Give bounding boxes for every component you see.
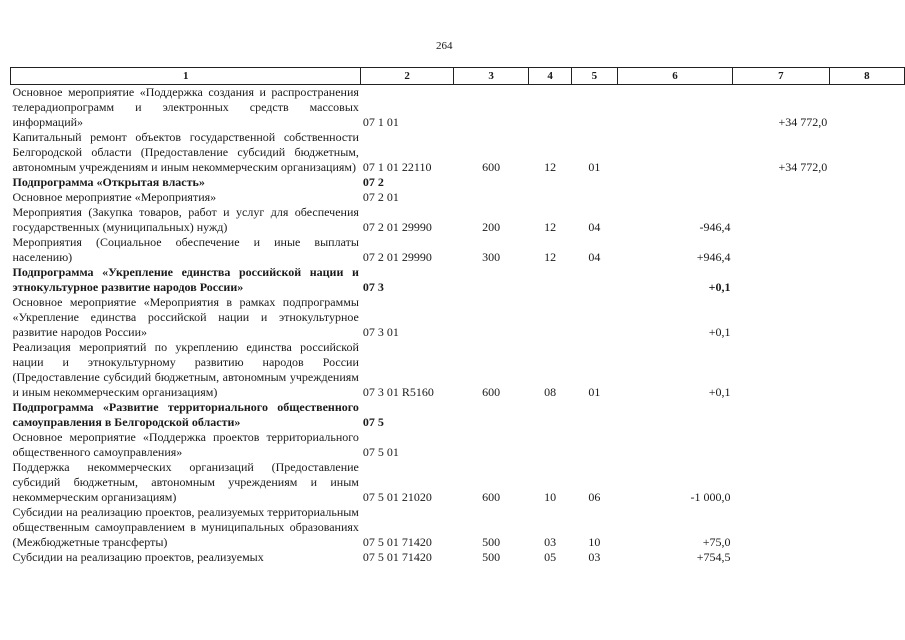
table-row xyxy=(11,205,905,235)
empty-cell xyxy=(829,265,904,295)
amount-cell: +0,1 xyxy=(708,280,731,294)
subsection-cell xyxy=(571,400,617,430)
amount-2-cell xyxy=(732,340,829,400)
code-cell: 07 5 01 71420 xyxy=(362,550,432,564)
table-row xyxy=(11,400,905,430)
column-header: 2 xyxy=(361,68,454,85)
budget-table xyxy=(10,67,905,565)
section-cell: 08 xyxy=(544,385,557,399)
expense-type-cell: 500 xyxy=(482,550,501,564)
description-cell: Субсидии на реализацию проектов, реализуемых xyxy=(12,550,264,564)
code-cell: 07 5 01 21020 xyxy=(362,490,432,504)
amount-cell: -946,4 xyxy=(699,220,731,234)
subsection-cell: 04 xyxy=(588,220,601,234)
table-row xyxy=(11,190,905,205)
section-cell: 12 xyxy=(544,250,557,264)
amount-2-cell xyxy=(732,400,829,430)
code-cell: 07 2 01 xyxy=(362,190,399,204)
description-cell: Реализация мероприятий по укреплению единства российской нации и этнокультурному развитию народов России (Предоставление субсидий бюджетным, автономным учреждениям и иным некоммерческим организациям) xyxy=(12,340,359,399)
section-cell: 10 xyxy=(544,490,557,504)
subsection-cell xyxy=(571,85,617,131)
section-cell xyxy=(529,400,571,430)
column-header: 4 xyxy=(529,68,571,85)
empty-cell xyxy=(829,340,904,400)
amount-2-cell xyxy=(732,190,829,205)
amount-cell xyxy=(617,175,732,190)
table-row xyxy=(11,85,905,131)
expense-type-cell xyxy=(453,430,529,460)
expense-type-cell xyxy=(453,190,529,205)
subsection-cell: 01 xyxy=(588,385,601,399)
expense-type-cell: 200 xyxy=(482,220,501,234)
subsection-cell: 03 xyxy=(588,550,601,564)
empty-cell xyxy=(829,430,904,460)
code-cell: 07 3 01 xyxy=(362,325,399,339)
subsection-cell: 04 xyxy=(588,250,601,264)
description-cell: Основное мероприятие «Мероприятия» xyxy=(12,190,217,204)
empty-cell xyxy=(829,205,904,235)
column-header: 7 xyxy=(732,68,829,85)
code-cell: 07 3 01 R5160 xyxy=(362,385,434,399)
description-cell: Подпрограмма «Укрепление единства российской нации и этнокультурное развитие народов России» xyxy=(12,265,359,294)
expense-type-cell xyxy=(453,85,529,131)
description-cell: Мероприятия (Социальное обеспечение и иные выплаты населению) xyxy=(12,235,359,264)
empty-cell xyxy=(829,400,904,430)
table-header-row xyxy=(11,68,905,85)
amount-2-cell xyxy=(732,175,829,190)
empty-cell xyxy=(829,85,904,131)
section-cell xyxy=(529,175,571,190)
table-row xyxy=(11,235,905,265)
amount-2-cell xyxy=(732,235,829,265)
section-cell xyxy=(529,265,571,295)
expense-type-cell: 600 xyxy=(482,385,501,399)
table-row xyxy=(11,460,905,505)
table-row xyxy=(11,505,905,550)
empty-cell xyxy=(829,460,904,505)
expense-type-cell: 300 xyxy=(482,250,501,264)
description-cell: Субсидии на реализацию проектов, реализуемых территориальным общественным самоуправлением в муниципальных образованиях (Межбюджетные трансферты) xyxy=(12,505,359,549)
amount-cell xyxy=(617,85,732,131)
section-cell xyxy=(529,295,571,340)
expense-type-cell xyxy=(453,265,529,295)
amount-cell: +75,0 xyxy=(702,535,731,549)
amount-cell: +946,4 xyxy=(696,250,731,264)
amount-2-cell xyxy=(732,265,829,295)
amount-2-cell xyxy=(732,205,829,235)
amount-cell xyxy=(617,190,732,205)
description-cell: Поддержка некоммерческих организаций (Предоставление субсидий бюджетным, автономным учреждениям и иным некоммерческим организациям) xyxy=(12,460,359,504)
section-cell: 03 xyxy=(544,535,557,549)
subsection-cell xyxy=(571,265,617,295)
subsection-cell: 01 xyxy=(588,160,601,174)
description-cell: Подпрограмма «Открытая власть» xyxy=(12,175,205,189)
amount-cell: +754,5 xyxy=(696,550,731,564)
amount-2-cell xyxy=(732,460,829,505)
column-header: 1 xyxy=(11,68,361,85)
code-cell: 07 2 01 29990 xyxy=(362,250,432,264)
section-cell: 05 xyxy=(544,550,557,564)
code-cell: 07 3 xyxy=(362,280,384,294)
description-cell: Мероприятия (Закупка товаров, работ и услуг для обеспечения государственных (муниципальных) нужд) xyxy=(12,205,359,234)
subsection-cell xyxy=(571,295,617,340)
column-header: 5 xyxy=(571,68,617,85)
description-cell: Подпрограмма «Развитие территориального общественного самоуправления в Белгородской области» xyxy=(12,400,359,429)
empty-cell xyxy=(829,175,904,190)
column-header: 8 xyxy=(829,68,904,85)
description-cell: Основное мероприятие «Поддержка создания и распространения телерадиопрограмм и электронных средств массовых информаций» xyxy=(12,85,359,129)
code-cell: 07 5 01 xyxy=(362,445,399,459)
amount-cell xyxy=(617,400,732,430)
section-cell xyxy=(529,190,571,205)
subsection-cell: 10 xyxy=(588,535,601,549)
code-cell: 07 2 xyxy=(362,175,384,189)
expense-type-cell xyxy=(453,295,529,340)
page-number: 264 xyxy=(436,40,453,52)
subsection-cell xyxy=(571,175,617,190)
empty-cell xyxy=(829,505,904,550)
empty-cell xyxy=(829,130,904,175)
section-cell: 12 xyxy=(544,220,557,234)
column-header: 3 xyxy=(453,68,529,85)
empty-cell xyxy=(829,550,904,565)
table-row xyxy=(11,130,905,175)
section-cell: 12 xyxy=(544,160,557,174)
expense-type-cell: 500 xyxy=(482,535,501,549)
amount-cell: -1 000,0 xyxy=(690,490,731,504)
amount-2-cell xyxy=(732,430,829,460)
table-row xyxy=(11,295,905,340)
description-cell: Капитальный ремонт объектов государственной собственности Белгородской области (Предоставление субсидий бюджетным, автономным учреждениям и иным некоммерческим организациям) xyxy=(12,130,359,174)
column-header: 6 xyxy=(617,68,732,85)
code-cell: 07 5 xyxy=(362,415,384,429)
section-cell xyxy=(529,430,571,460)
expense-type-cell: 600 xyxy=(482,160,501,174)
table-row xyxy=(11,550,905,565)
section-cell xyxy=(529,85,571,131)
amount-2-cell xyxy=(732,505,829,550)
empty-cell xyxy=(829,235,904,265)
expense-type-cell xyxy=(453,175,529,190)
amount-cell: +0,1 xyxy=(708,385,731,399)
description-cell: Основное мероприятие «Мероприятия в рамках подпрограммы «Укрепление единства российской нации и этнокультурное развитие народов России» xyxy=(12,295,359,339)
amount-2-cell xyxy=(732,550,829,565)
table-row xyxy=(11,430,905,460)
table-row xyxy=(11,340,905,400)
table-row xyxy=(11,175,905,190)
subsection-cell xyxy=(571,190,617,205)
amount-2-cell xyxy=(732,295,829,340)
expense-type-cell xyxy=(453,400,529,430)
amount-cell xyxy=(617,430,732,460)
amount-cell: +0,1 xyxy=(708,325,731,339)
table-body xyxy=(11,85,905,566)
empty-cell xyxy=(829,190,904,205)
amount-2-cell: +34 772,0 xyxy=(778,115,828,129)
subsection-cell: 06 xyxy=(588,490,601,504)
code-cell: 07 2 01 29990 xyxy=(362,220,432,234)
expense-type-cell: 600 xyxy=(482,490,501,504)
table-row xyxy=(11,265,905,295)
code-cell: 07 1 01 22110 xyxy=(362,160,432,174)
description-cell: Основное мероприятие «Поддержка проектов территориального общественного самоуправления» xyxy=(12,430,359,459)
subsection-cell xyxy=(571,430,617,460)
code-cell: 07 1 01 xyxy=(362,115,399,129)
code-cell: 07 5 01 71420 xyxy=(362,535,432,549)
amount-cell xyxy=(617,130,732,175)
empty-cell xyxy=(829,295,904,340)
amount-2-cell: +34 772,0 xyxy=(778,160,828,174)
